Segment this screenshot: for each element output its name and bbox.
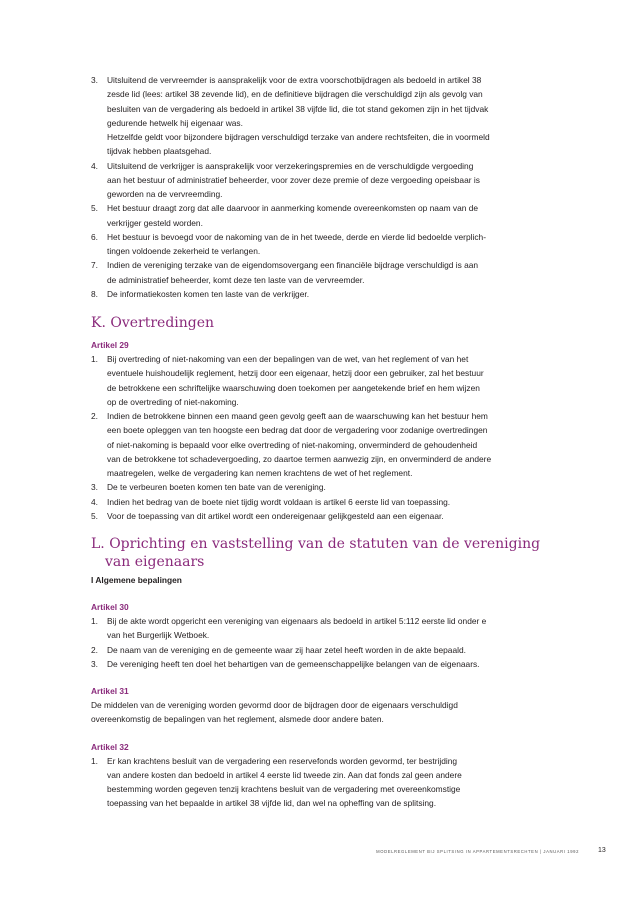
section-title-l: L. Oprichting en vaststelling van de statuten van de vereniging van eigenaars <box>91 536 541 570</box>
list-item: 2. De naam van de vereniging en de gemeente waar zij haar zetel heeft worden in de akte bepaald. <box>91 644 466 655</box>
list-item: 7. Indien de vereniging terzake van de eigendomsovergang een financiële bijdrage verschuldigd is aan de administratief beheerder, komt deze ten laste van de vervreemder. <box>91 260 479 285</box>
list-item: 1. Er kan krachtens besluit van de vergadering een reservefonds worden gevormd, ter bestrijding van andere kosten dan bedoeld in artikel 4 eerste lid tweede zin. Aan dat fonds zal geen andere bestemming worden gegeven tenzij krachtens besluit van de vergadering met overeenkomstige toepassing van het bepaalde in artikel 38 vijfde lid, dan wel na opheffing van de splitsing. <box>91 755 462 809</box>
list-item: 3. De te verbeuren boeten komen ten bate van de vereniging. <box>91 482 326 493</box>
list-item: 3. De vereniging heeft ten doel het behartigen van de gemeenschappelijke belangen van de eigenaars. <box>91 658 480 669</box>
artikel-31-heading: Artikel 31 <box>91 686 129 696</box>
artikel-31-body: De middelen van de vereniging worden gevormd door de bijdragen door de eigenaars verschuldigd overeenkomstig de bepalingen van het reglement, alsmede door andere baten. <box>91 700 458 725</box>
list-item: 1. Bij de akte wordt opgericht een vereniging van eigenaars als bedoeld in artikel 5:112 eerste lid onder e van het Burgerlijk Wetboek. <box>91 616 487 641</box>
list-item: 4. Indien het bedrag van de boete niet tijdig wordt voldaan is artikel 6 eerste lid van toepassing. <box>91 496 451 507</box>
artikel-29-list <box>91 352 553 523</box>
page-number: 13 <box>598 847 606 854</box>
section-title-k: K. Overtredingen <box>91 315 215 331</box>
list-item: 3. Uitsluitend de vervreemder is aansprakelijk voor de extra voorschotbijdragen als bedoeld in artikel 38 zesde lid (lees: artikel 38 zevende lid), en de definitieve bijdragen die verschuldigd zijn als gevolg van besluiten van de vergadering als bedoeld in artikel 38 vijfde lid, die tot stand gekomen zijn in het tijdvak gedurende hetwelk hij eigenaar was. Hetzelfde geldt voor bijzondere bijdragen verschuldigd terzake van andere rechtsfeiten, die in voormeld tijdvak hebben plaatsgehad. <box>91 75 490 157</box>
artikel-30-heading: Artikel 30 <box>91 602 129 612</box>
subsection-heading: I Algemene bepalingen <box>91 575 182 585</box>
list-item: 4. Uitsluitend de verkrijger is aansprakelijk voor verzekeringspremies en de verschuldigde vergoeding aan het bestuur of administratief beheerder, voor zover deze premie of deze vergoeding opeisbaar is geworden na de vervreemding. <box>91 160 480 199</box>
artikel-32-list <box>91 754 553 811</box>
intro-list <box>91 73 553 301</box>
page-footer <box>0 846 638 858</box>
page-content <box>91 73 553 811</box>
artikel-29-heading: Artikel 29 <box>91 340 129 350</box>
list-item: 8. De informatiekosten komen ten laste van de verkrijger. <box>91 288 310 299</box>
artikel-32-heading: Artikel 32 <box>91 741 129 752</box>
list-item: 6. Het bestuur is bevoegd voor de nakoming van de in het tweede, derde en vierde lid bedoelde verplich- tingen voldoende zekerheid te verlangen. <box>91 231 486 256</box>
list-item: 5. Het bestuur draagt zorg dat alle daarvoor in aanmerking komende overeenkomsten op naam van de verkrijger gesteld worden. <box>91 203 479 228</box>
artikel-30-list <box>91 614 553 671</box>
list-item: 1. Bij overtreding of niet-nakoming van een der bepalingen van de wet, van het reglement of van het eventuele huishoudelijk reglement, hetzij door een eigenaar, hetzij door een gebruiker, zal het bestuur de betrokkene een schriftelijke waarschuwing doen toekomen per aangetekende brief en hem wijzen op de overtreding of niet-nakoming. <box>91 354 484 407</box>
list-item: 5. Voor de toepassing van dit artikel wordt een ondereigenaar gelijkgesteld aan een eigenaar. <box>91 510 444 521</box>
list-item: 2. Indien de betrokkene binnen een maand geen gevolg geeft aan de waarschuwing kan het bestuur hem een boete opleggen van ten hoogste een bedrag dat door de vergadering voor zodanige overtredingen of niet-nakoming is bepaald voor elke overtreding of niet-nakoming, onverminderd de gehoudenheid van de betrokkene tot schadevergoeding, zo daartoe termen aanwezig zijn, en onverminderd de andere maatregelen, welke de vergadering kan nemen krachtens de wet of het reglement. <box>91 411 492 478</box>
footer-text: MODELREGLEMENT BIJ SPLITSING IN APPARTEMENTSRECHTEN | JANUARI 1992 <box>376 849 579 854</box>
